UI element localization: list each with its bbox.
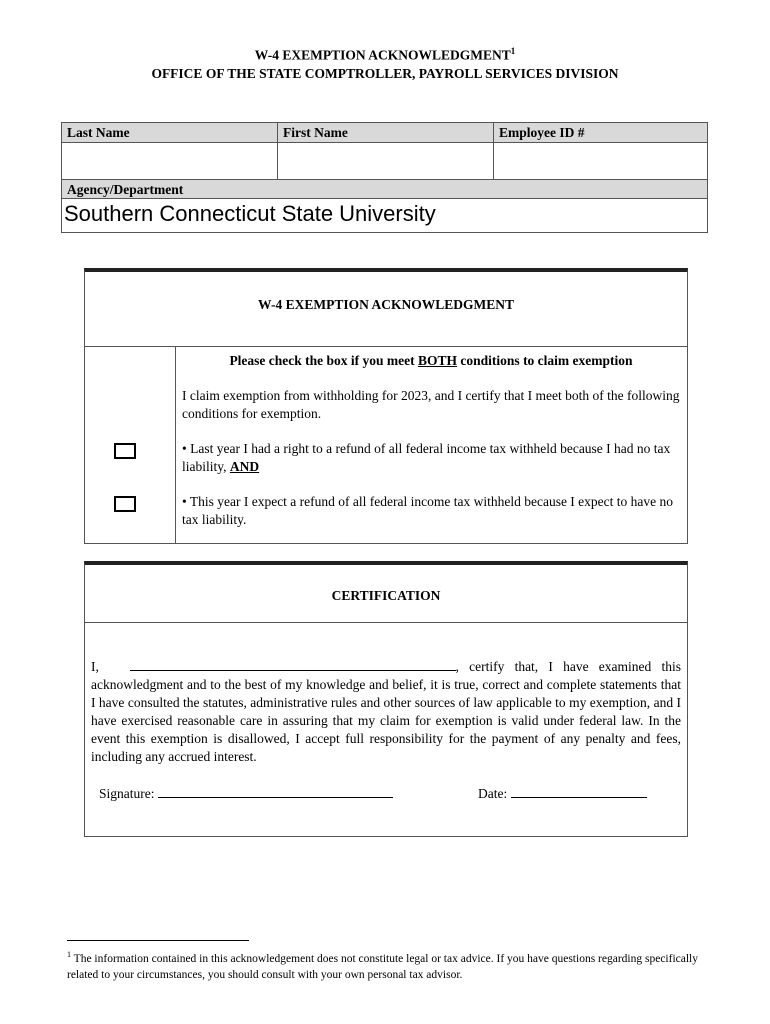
employee-id-cell <box>494 123 707 179</box>
date-line <box>478 785 647 803</box>
checkbox-column-divider <box>175 346 176 543</box>
exemption-box <box>84 268 688 544</box>
agency-field[interactable]: Southern Connecticut State University <box>64 201 436 226</box>
both-emphasis: BOTH <box>418 353 458 368</box>
date-label: Date: <box>478 786 508 801</box>
certification-statement: I, , certify that, I have examined this acknowledgment and to the best of my knowledge and belief, it is true, correct and complete statements that I have consulted the statutes, administrative rules and other sources of law applicable to my exemption, and I have exercised reasonable care in assuring that my claim for exemption is valid under federal law. In the event this exemption is disallowed, I accept full responsibility for the payment of any penalty and fees, including any accrued interest. <box>91 659 682 764</box>
first-name-label: First Name <box>283 125 348 140</box>
exemption-instruction: Please check the box if you meet BOTH conditions to claim exemption <box>229 353 633 368</box>
last-name-label: Last Name <box>67 125 130 140</box>
exemption-box-title: W-4 EXEMPTION ACKNOWLEDGMENT <box>257 297 514 312</box>
signature-label: Signature: <box>99 786 155 801</box>
condition-2-checkbox[interactable] <box>114 496 136 512</box>
certifier-name-field[interactable] <box>130 658 456 671</box>
exemption-claim-text: I claim exemption from withholding for 2023, and I certify that I meet both of the following conditions for exemption. <box>182 388 680 421</box>
form-title: W-4 EXEMPTION ACKNOWLEDGMENT$^1$ <box>254 46 516 63</box>
footnote-rule <box>67 940 249 941</box>
signature-field[interactable] <box>158 785 393 798</box>
agency-label: Agency/Department <box>62 179 707 199</box>
certification-title: CERTIFICATION <box>331 588 441 603</box>
employee-id-label: Employee ID # <box>499 125 585 140</box>
condition-1-text: • Last year I had a right to a refund of all federal income tax withheld because I had no tax liability, AND <box>182 441 671 474</box>
form-subtitle: OFFICE OF THE STATE COMPTROLLER, PAYROLL SERVICES DIVISION <box>151 66 619 81</box>
last-name-cell <box>62 123 278 179</box>
certification-divider <box>85 622 687 623</box>
certification-box <box>84 561 688 837</box>
employee-info-table <box>61 122 708 233</box>
condition-1-checkbox[interactable] <box>114 443 136 459</box>
date-field[interactable] <box>511 785 647 798</box>
footnote: $^1$ The information contained in this acknowledgement does not constitute legal or tax advice. If you have questions regarding specifically related to your circumstances, you should consult with your own personal tax advisor. <box>67 950 698 981</box>
footnote-mark: 1 <box>67 950 71 959</box>
condition-2-text: • This year I expect a refund of all federal income tax withheld because I expect to have no tax liability. <box>182 494 674 527</box>
title-footnote-mark: 1 <box>510 46 516 56</box>
and-emphasis: AND <box>229 459 260 474</box>
first-name-cell <box>278 123 494 179</box>
signature-line <box>99 785 393 803</box>
